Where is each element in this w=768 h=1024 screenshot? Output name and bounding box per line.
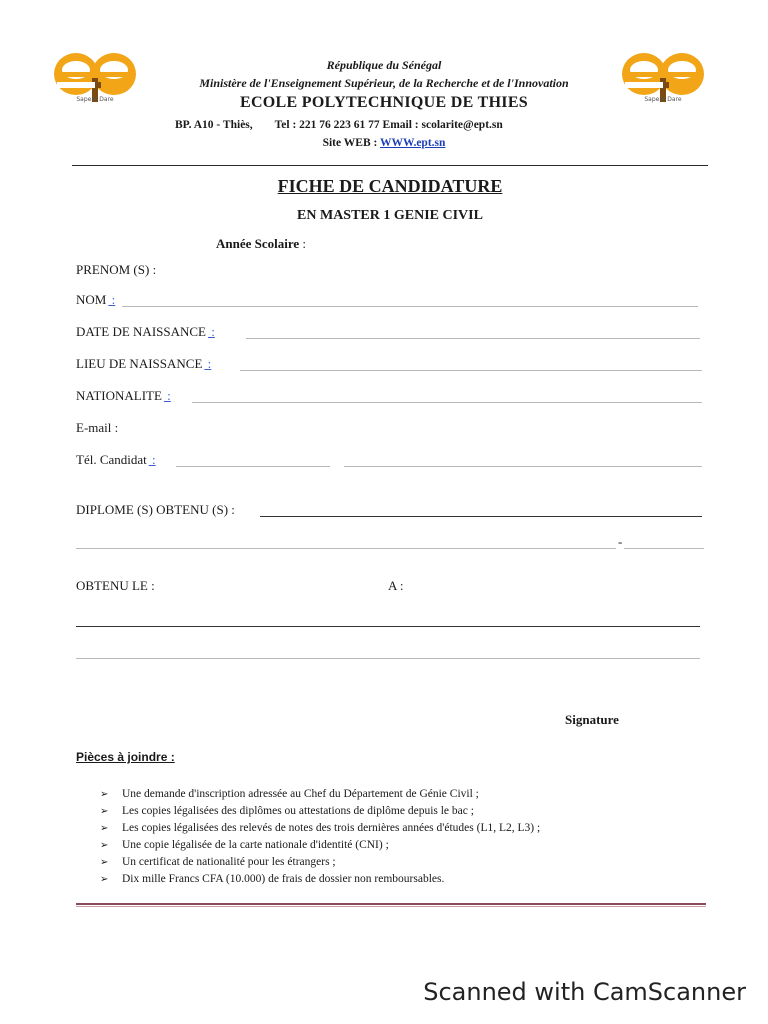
list-item: ➢ Un certificat de nationalité pour les étrangers ; [100, 854, 540, 871]
diplome-input-line-2[interactable] [76, 548, 616, 549]
arrow-bullet-icon: ➢ [100, 857, 109, 868]
tel-input-line-2[interactable] [344, 466, 702, 467]
footer-divider [76, 903, 706, 905]
website-line [0, 137, 768, 149]
obtenu-le-label: OBTENU LE : [76, 578, 155, 593]
form-title: FICHE DE CANDIDATURE [277, 176, 503, 196]
list-item: ➢ Les copies légalisées des relevés de notes des trois dernières années d'études (L1, L2, L3) ; [100, 820, 540, 837]
postal-box: BP. A10 - Thiès, [175, 119, 253, 131]
nom-label: NOM : [76, 292, 116, 307]
camscanner-watermark: Scanned with CamScanner [423, 978, 746, 1006]
website-label: Site WEB : [322, 137, 380, 149]
obtenu-input-line-2[interactable] [76, 658, 700, 659]
list-item: ➢ Dix mille Francs CFA (10.000) de frais de dossier non remboursables. [100, 871, 540, 888]
header-divider [72, 165, 708, 166]
date-naissance-label: DATE DE NAISSANCE : [76, 324, 215, 339]
signature-label: Signature [565, 712, 619, 727]
prenom-label: PRENOM (S) : [76, 262, 157, 277]
date-naissance-input-line[interactable] [246, 338, 700, 339]
list-item: ➢ Les copies légalisées des diplômes ou attestations de diplôme depuis le bac ; [100, 803, 540, 820]
pieces-heading: Pièces à joindre : [76, 750, 175, 764]
pieces-list [100, 786, 540, 888]
obtenu-input-line-1[interactable] [76, 626, 700, 627]
logo-tagline-left: Sapere Dare [76, 96, 114, 103]
phone-email: Tel : 221 76 223 61 77 Email : scolarite@ept.sn [274, 119, 503, 131]
nationalite-input-line[interactable] [192, 402, 702, 403]
tel-input-line-1[interactable] [176, 466, 330, 467]
lieu-naissance-label: LIEU DE NAISSANCE : [76, 356, 212, 371]
arrow-bullet-icon: ➢ [100, 806, 109, 817]
arrow-bullet-icon: ➢ [100, 823, 109, 834]
list-item: ➢ Une copie légalisée de la carte nationale d'identité (CNI) ; [100, 837, 540, 854]
ministere-heading: Ministère de l'Enseignement Supérieur, de la Recherche et de l'Innovation [199, 76, 569, 90]
annee-scolaire-label: Année Scolaire : [216, 236, 307, 251]
school-name: ECOLE POLYTECHNIQUE DE THIES [239, 94, 529, 111]
diplome-input-line[interactable] [260, 516, 702, 517]
republique-heading: République du Sénégal [326, 58, 442, 72]
diplome-label: DIPLOME (S) OBTENU (S) : [76, 502, 235, 517]
contact-line [175, 119, 525, 131]
arrow-bullet-icon: ➢ [100, 789, 109, 800]
arrow-bullet-icon: ➢ [100, 874, 109, 885]
nationalite-label: NATIONALITE : [76, 388, 171, 403]
website-link[interactable]: WWW.ept.sn [380, 137, 446, 149]
tel-candidat-label: Tél. Candidat : [76, 452, 156, 467]
arrow-bullet-icon: ➢ [100, 840, 109, 851]
footer-divider-shadow [76, 906, 706, 907]
nom-input-line[interactable] [122, 306, 698, 307]
logo-tagline-right: Sapere Dare [644, 96, 682, 103]
diplome-input-line-3[interactable] [624, 548, 704, 549]
lieu-naissance-input-line[interactable] [240, 370, 702, 371]
email-label: E-mail : [76, 420, 119, 435]
diplome-dash: - [618, 534, 623, 549]
a-label: A : [388, 578, 404, 593]
list-item: ➢ Une demande d'inscription adressée au Chef du Département de Génie Civil ; [100, 786, 540, 803]
form-subtitle: EN MASTER 1 GENIE CIVIL [297, 208, 483, 223]
